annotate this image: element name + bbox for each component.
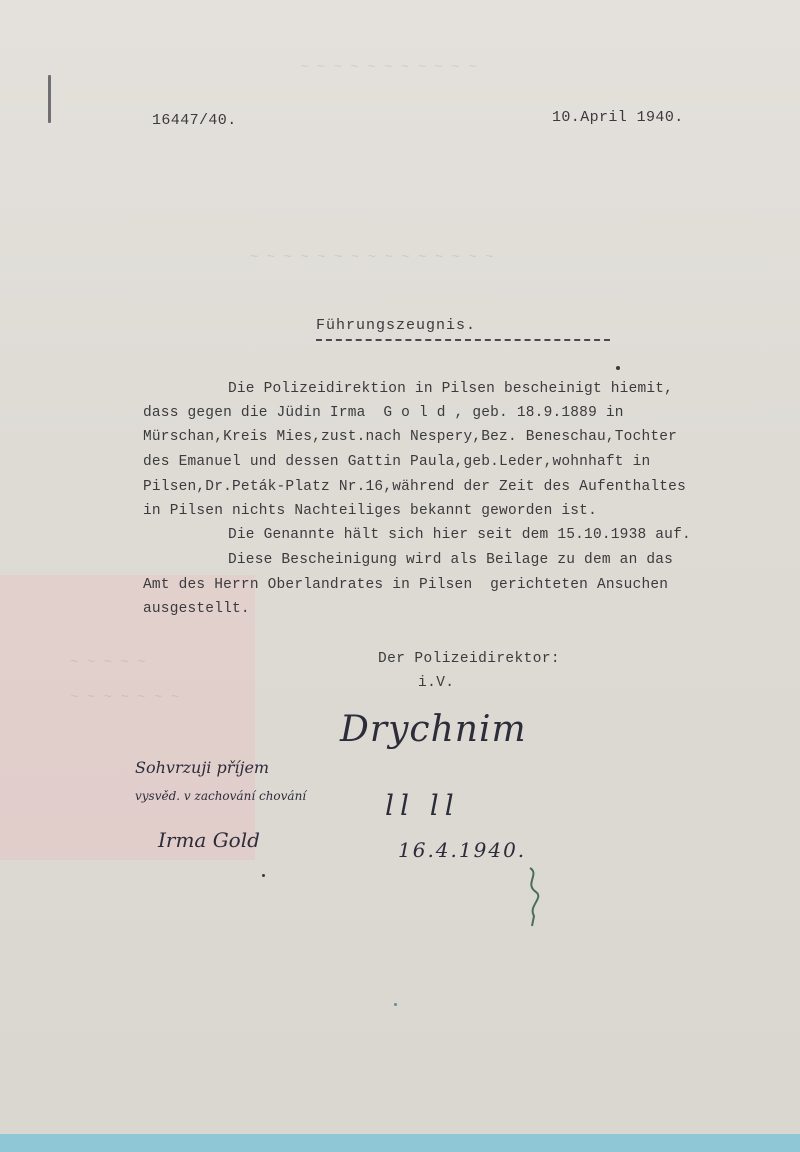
bleed-through-text: ~ ~ ~ ~ ~ ~ ~ ~ ~ ~ ~ <box>300 60 477 76</box>
ink-dot <box>394 1003 397 1006</box>
body-line: dass gegen die Jüdin Irma G o l d , geb. 18.9.1889 in <box>143 405 624 421</box>
body-line: Mürschan,Kreis Mies,zust.nach Nespery,Bez. Beneschau,Tochter <box>143 429 678 445</box>
body-line: in Pilsen nichts Nachteiliges bekannt geworden ist. <box>143 503 597 519</box>
staple-mark <box>48 75 51 123</box>
handwritten-note-line: Sohvrzuji příjem <box>135 758 270 777</box>
body-line: des Emanuel und dessen Gattin Paula,geb.Leder,wohnhaft in <box>143 454 651 470</box>
signatory-office: Der Polizeidirektor: <box>378 651 561 667</box>
bleed-through-text: ~ ~ ~ ~ ~ ~ ~ ~ ~ ~ ~ ~ ~ ~ ~ <box>250 250 494 266</box>
document-date: 10.April 1940. <box>552 109 684 126</box>
document-title: Führungszeugnis. <box>316 317 477 334</box>
green-pen-mark <box>520 862 550 932</box>
body-line: Amt des Herrn Oberlandrates in Pilsen gerichteten Ansuchen <box>143 577 669 593</box>
body-line: Die Polizeidirektion in Pilsen bescheinigt hiemit, <box>228 381 674 397</box>
ink-dot <box>262 874 265 877</box>
handwritten-initials: ll ll <box>385 789 460 822</box>
signatory-deputy: i.V. <box>418 675 455 691</box>
director-signature: Drychnim <box>340 709 527 750</box>
body-line: Diese Bescheinigung wird als Beilage zu dem an das <box>228 552 674 568</box>
body-line: Die Genannte hält sich hier seit dem 15.10.1938 auf. <box>228 527 691 543</box>
reference-number: 16447/40. <box>152 112 237 129</box>
ink-dot <box>616 366 620 370</box>
handwritten-note-line: vysvěd. v zachování chování <box>135 789 307 803</box>
body-line: ausgestellt. <box>143 601 250 617</box>
bleed-through-text: ~ ~ ~ ~ ~ ~ ~ <box>70 690 180 706</box>
title-underline <box>316 339 610 341</box>
pink-paper-patch <box>0 575 255 860</box>
scan-border-strip <box>0 1134 800 1152</box>
body-line: Pilsen,Dr.Peták-Platz Nr.16,während der Zeit des Aufenthaltes <box>143 479 686 495</box>
handwritten-date: 16.4.1940. <box>398 838 527 862</box>
bleed-through-text: ~ ~ ~ ~ ~ <box>70 655 146 671</box>
handwritten-signature: Irma Gold <box>158 828 260 852</box>
